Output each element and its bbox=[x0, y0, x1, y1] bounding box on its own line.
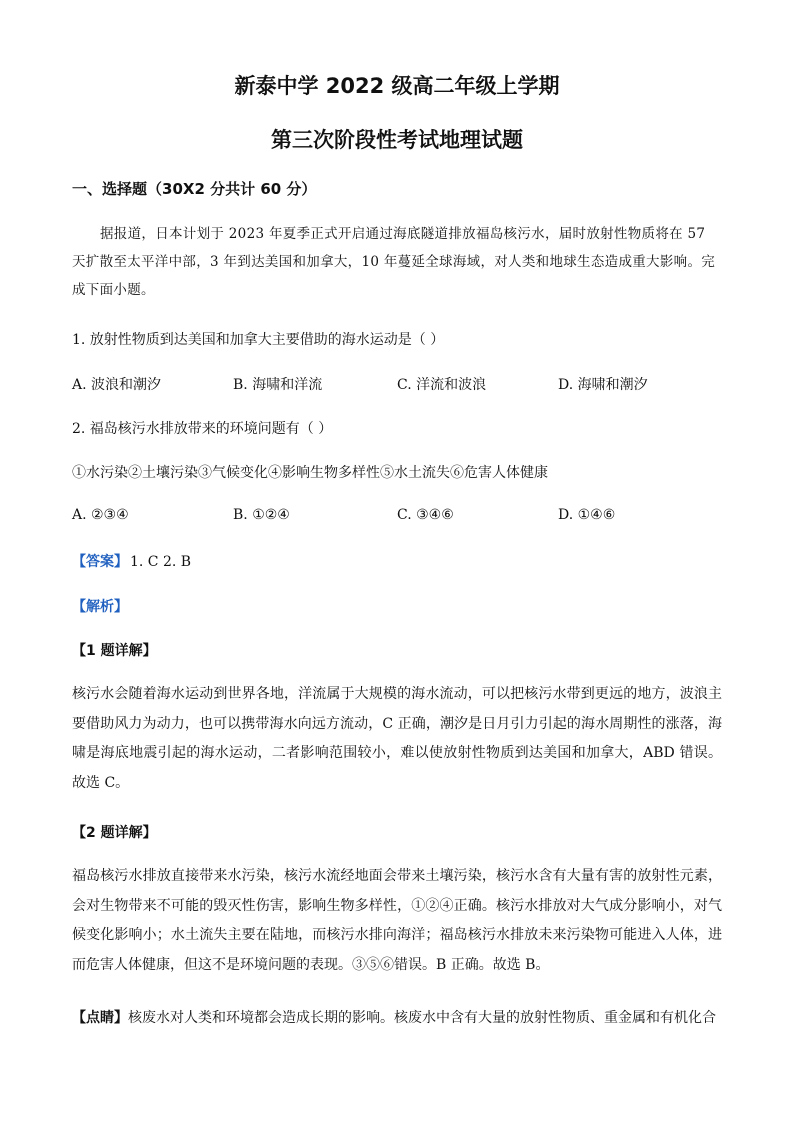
q1-option-c: C. 洋流和波浪 bbox=[397, 377, 487, 393]
detail-1-label: 【1 题详解】 bbox=[72, 643, 157, 659]
analysis-label: 【解析】 bbox=[72, 599, 128, 615]
answer-value: 1. C 2. B bbox=[130, 554, 192, 570]
question-2-items: ①水污染②土壤污染③气候变化④影响生物多样性⑤水土流失⑥危害人体健康 bbox=[72, 465, 548, 481]
comment-label: 【点睛】 bbox=[72, 1010, 128, 1026]
answer-row bbox=[72, 551, 191, 571]
reading-passage: 据报道，日本计划于 2023 年夏季正式开启通过海底隧道排放福岛核污水，届时放射性物质将在 57 天扩散至太平洋中部，3 年到达美国和加拿大，10 年蔓延全球海域，对人类和地球生态造成重大影响。完成下面小题。 bbox=[72, 226, 716, 298]
question-2-stem: 2. 福岛核污水排放带来的环境问题有（ ） bbox=[72, 421, 333, 437]
comment-text: 核废水对人类和环境都会造成长期的影响。核废水中含有大量的放射性物质、重金属和有机化合 bbox=[128, 1010, 716, 1026]
section-heading: 一、选择题（30X2 分共计 60 分） bbox=[72, 180, 317, 198]
detail-2-label: 【2 题详解】 bbox=[72, 825, 157, 841]
q1-option-b: B. 海啸和洋流 bbox=[233, 377, 323, 393]
answer-label: 【答案】 bbox=[72, 554, 128, 570]
q2-option-a: A. ②③④ bbox=[72, 507, 129, 523]
q2-option-d: D. ①④⑥ bbox=[558, 507, 616, 523]
q1-option-a: A. 波浪和潮汐 bbox=[72, 377, 162, 393]
question-1-stem: 1. 放射性物质到达美国和加拿大主要借助的海水运动是（ ） bbox=[72, 332, 445, 348]
page-title: 新泰中学 2022 级高二年级上学期 bbox=[234, 74, 560, 98]
detail-1-text: 核污水会随着海水运动到世界各地，洋流属于大规模的海水流动，可以把核污水带到更远的地方，波浪主要借助风力为动力，也可以携带海水向远方流动，C 正确，潮汐是日月引力引起的海水周期性的涨落，海啸是海底地震引起的海水运动，二者影响范围较小，难以使放射性物质到达美国和加拿大，ABD 错误。故选 C。 bbox=[72, 686, 722, 791]
q1-option-d: D. 海啸和潮汐 bbox=[558, 377, 648, 393]
detail-2-text: 福岛核污水排放直接带来水污染，核污水流经地面会带来土壤污染，核污水含有大量有害的放射性元素，会对生物带来不可能的毁灭性伤害，影响生物多样性，①②④正确。核污水排放对大气成分影响小，对气候变化影响小；水土流失主要在陆地，而核污水排向海洋；福岛核污水排放未来污染物可能进入人体，进而危害人体健康，但这不是环境问题的表现。③⑤⑥错误。B 正确。故选 B。 bbox=[72, 868, 722, 973]
q2-option-b: B. ①②④ bbox=[233, 507, 290, 523]
q2-option-c: C. ③④⑥ bbox=[397, 507, 454, 523]
page-subtitle: 第三次阶段性考试地理试题 bbox=[271, 128, 523, 152]
comment-row bbox=[72, 1004, 722, 1034]
